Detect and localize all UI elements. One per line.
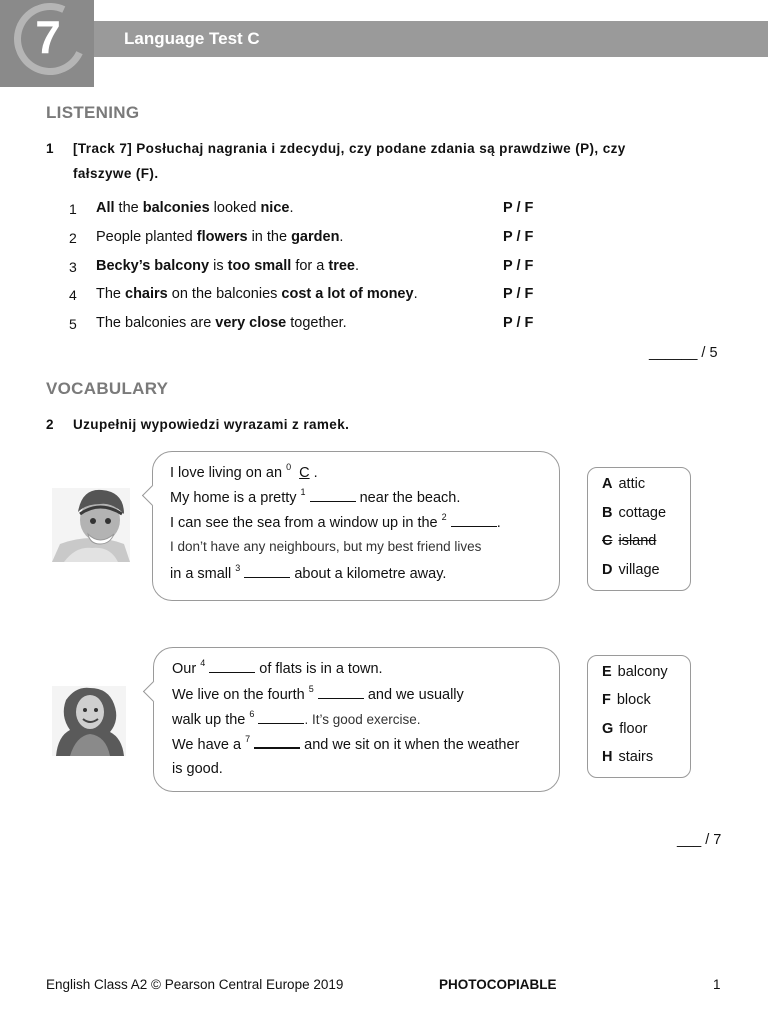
unit-number: 7 (35, 11, 61, 63)
gap-6[interactable] (258, 711, 304, 724)
bubble2-line2: We live on the fourth $^5$ and we usually (172, 684, 464, 703)
bubble1-line5: in a small $^3$ about a kilometre away. (170, 563, 447, 582)
word-option: G floor (602, 721, 648, 737)
bubble1-line1: I love living on an $^0$ C . (170, 462, 318, 481)
item-number: 4 (69, 287, 77, 303)
listening-heading: LISTENING (46, 103, 140, 122)
true-false-choice[interactable]: P / F (503, 286, 534, 302)
statement-1: All the balconies looked nice. (96, 200, 294, 216)
gap-2[interactable] (451, 514, 497, 527)
true-false-choice[interactable]: P / F (503, 200, 534, 216)
word-option: D village (602, 562, 660, 578)
item-number: 1 (69, 201, 77, 217)
footer-photocopiable: PHOTOCOPIABLE (439, 977, 557, 992)
vocabulary-score[interactable]: ___ / 7 (677, 832, 722, 848)
bubble1-line2: My home is a pretty $^1$ near the beach. (170, 487, 461, 506)
item-number: 2 (69, 230, 77, 246)
bubble1-line4: I don’t have any neighbours, but my best friend lives (170, 539, 482, 554)
task1-instruction-line1: [Track 7] Posłuchaj nagrania i zdecyduj, czy podane zdania są prawdziwe (P), czy (73, 141, 626, 156)
statement-4: The chairs on the balconies cost a lot of money. (96, 286, 418, 302)
listening-score[interactable]: ______ / 5 (649, 345, 718, 361)
task1-instruction-line2: fałszywe (F). (73, 166, 159, 181)
page-title: Language Test C (124, 29, 260, 48)
word-option: A attic (602, 476, 646, 492)
task2-number: 2 (46, 417, 54, 432)
word-option: F block (602, 692, 651, 708)
true-false-choice[interactable]: P / F (503, 315, 534, 331)
example-answer: C (299, 464, 310, 481)
bubble1-line3: I can see the sea from a window up in the $^2$ . (170, 512, 501, 531)
footer-copyright: English Class A2 © Pearson Central Europe 2019 (46, 977, 344, 992)
item-number: 3 (69, 259, 77, 275)
true-false-choice[interactable]: P / F (503, 258, 534, 274)
vocabulary-heading: VOCABULARY (46, 379, 169, 398)
statement-5: The balconies are very close together. (96, 315, 347, 331)
bubble2-line4: We have a $^7$ and we sit on it when the weather (172, 734, 520, 753)
statement-3: Becky’s balcony is too small for a tree. (96, 258, 360, 274)
gap-4[interactable] (209, 660, 255, 673)
old-man-avatar (52, 488, 130, 562)
item-number: 5 (69, 316, 77, 332)
true-false-choice[interactable]: P / F (503, 229, 534, 245)
bubble2-line5: is good. (172, 761, 223, 777)
word-option: E balcony (602, 664, 668, 680)
task2-instruction: Uzupełnij wypowiedzi wyrazami z ramek. (73, 417, 350, 432)
gap-7[interactable] (254, 735, 300, 749)
word-option-used: C island (602, 533, 657, 549)
gap-5[interactable] (318, 686, 364, 699)
word-option: H stairs (602, 749, 654, 765)
statement-2: People planted flowers in the garden. (96, 229, 344, 245)
page-number: 1 (713, 977, 721, 992)
bubble2-line1: Our $^4$ of flats is in a town. (172, 658, 383, 677)
bubble2-line3: walk up the $^6$ . It’s good exercise. (172, 709, 421, 728)
gap-1[interactable] (310, 489, 356, 502)
task1-number: 1 (46, 141, 54, 156)
gap-3[interactable] (244, 565, 290, 578)
girl-avatar (52, 686, 126, 756)
word-option: B cottage (602, 505, 667, 521)
